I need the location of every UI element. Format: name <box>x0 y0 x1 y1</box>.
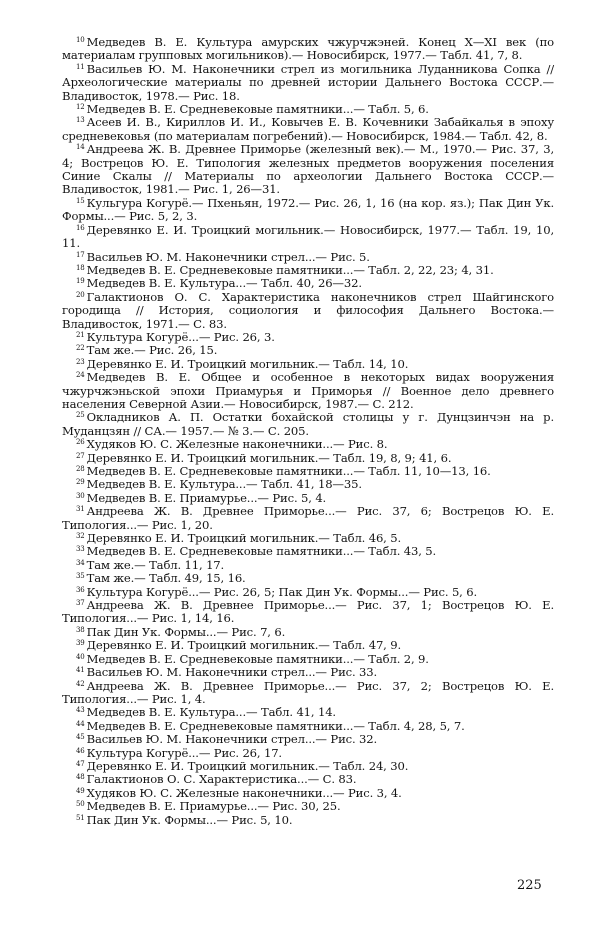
footnote-text: Андреева Ж. В. Древнее Приморье...— Рис. 37, 2; Вострецов Ю. Е. Типология...— Рис. 1, 4. <box>62 678 554 706</box>
footnote-number: 23 <box>76 357 85 366</box>
footnote-text: Медведев В. Е. Культура...— Табл. 40, 26—32. <box>86 276 362 291</box>
footnote <box>62 63 554 103</box>
footnote-number: 45 <box>76 733 85 742</box>
footnote <box>62 277 554 290</box>
footnote-number: 35 <box>76 572 85 581</box>
footnote-number: 33 <box>76 545 85 554</box>
footnote <box>62 478 554 491</box>
footnote-number: 24 <box>76 371 85 380</box>
footnote <box>62 344 554 357</box>
footnote-number: 10 <box>76 36 85 44</box>
footnote-text: Медведев В. Е. Средневековые памятники...— Табл. 5, 6. <box>86 102 429 117</box>
footnote-number: 37 <box>76 599 85 608</box>
footnote <box>62 653 554 666</box>
footnote <box>62 116 554 143</box>
footnote <box>62 143 554 197</box>
footnote-text: Медведев В. Е. Средневековые памятники...— Табл. 4, 28, 5, 7. <box>86 718 465 733</box>
footnote-number: 27 <box>76 451 85 460</box>
footnote-number: 12 <box>76 103 85 112</box>
footnote <box>62 733 554 746</box>
footnote-text: Худяков Ю. С. Железные наконечники...— Рис. 8. <box>86 437 388 452</box>
footnote-text: Деревянко Е. И. Троицкий могильник.— Табл. 46, 5. <box>86 531 402 546</box>
footnote <box>62 787 554 800</box>
footnote <box>62 760 554 773</box>
footnote-text: Культура Когурё...— Рис. 26, 17. <box>86 745 282 760</box>
footnote <box>62 505 554 532</box>
page-number: 225 <box>517 878 542 893</box>
footnote-text: Пак Дин Ук. Формы...— Рис. 5, 10. <box>86 812 293 827</box>
footnote-text: Галактионов О. С. Характеристика...— С. 83. <box>86 772 357 787</box>
footnote-number: 48 <box>76 773 85 782</box>
footnote-number: 26 <box>76 438 85 447</box>
footnote <box>62 599 554 626</box>
footnote-text: Окладников А. П. Остатки бохайской столицы у г. Дунцзинчэн на р. Муданцзян // СА.— 1957.— № 3.— С. 205. <box>62 410 554 438</box>
footnote <box>62 411 554 438</box>
footnote-number: 46 <box>76 746 85 755</box>
footnote <box>62 814 554 827</box>
footnote <box>62 197 554 224</box>
footnote <box>62 680 554 707</box>
footnote-number: 39 <box>76 639 85 648</box>
footnote <box>62 626 554 639</box>
footnote-number: 51 <box>76 813 85 822</box>
footnote-text: Васильев Ю. М. Наконечники стрел...— Рис. 32. <box>86 732 378 747</box>
footnote-number: 22 <box>76 344 85 353</box>
footnote-number: 43 <box>76 706 85 715</box>
footnote <box>62 532 554 545</box>
footnote-number: 15 <box>76 196 85 205</box>
footnote <box>62 747 554 760</box>
footnote-number: 30 <box>76 491 85 500</box>
footnote-text: Медведев В. Е. Культура амурских чжурчжэней. Конец X—XI век (по материалам групповых могильников).— Новосибирск, 1977.— Табл. 41, 7, 8. <box>62 35 554 63</box>
footnote-text: Асеев И. В., Кириллов И. И., Ковычев Е. В. Кочевники Забайкалья в эпоху средневековья (по материалам погребений).— Новосибирск, 1984.— Табл. 42, 8. <box>62 115 554 143</box>
footnote <box>62 572 554 585</box>
footnote <box>62 251 554 264</box>
footnote-text: Деревянко Е. И. Троицкий могильник.— Табл. 14, 10. <box>86 356 409 371</box>
footnote-number: 18 <box>76 263 85 272</box>
footnote <box>62 36 554 63</box>
footnote <box>62 224 554 251</box>
footnote-text: Медведев В. Е. Средневековые памятники...— Табл. 43, 5. <box>86 544 437 559</box>
footnote-number: 13 <box>76 116 85 125</box>
footnote-text: Там же.— Табл. 49, 15, 16. <box>86 571 246 586</box>
footnote-number: 40 <box>76 652 85 661</box>
footnote-text: Медведев В. Е. Средневековые памятники...— Табл. 2, 9. <box>86 651 429 666</box>
footnote-text: Васильев Ю. М. Наконечники стрел...— Рис. 5. <box>86 249 370 264</box>
footnote <box>62 438 554 451</box>
footnote-number: 44 <box>76 719 85 728</box>
footnote-text: Медведев В. Е. Культура...— Табл. 41, 18—35. <box>86 477 362 492</box>
footnote-text: Андреева Ж. В. Древнее Приморье...— Рис. 37, 6; Вострецов Ю. Е. Типология...— Рис. 1, 20. <box>62 504 554 532</box>
footnote-number: 28 <box>76 465 85 473</box>
footnote-number: 17 <box>76 250 85 259</box>
footnote-text: Культура Когурё...— Рис. 26, 3. <box>86 329 275 344</box>
footnote <box>62 586 554 599</box>
footnote-text: Медведев В. Е. Общее и особенное в некоторых видах вооружения чжурчжэньской эпохи Приамурья и Приморья // Военное дело древнего населения Северной Азии.— Новосибирск, 1987.— С. 212. <box>62 370 554 411</box>
footnote-number: 21 <box>76 330 85 339</box>
footnote <box>62 559 554 572</box>
footnote-number: 16 <box>76 223 85 232</box>
footnote <box>62 452 554 465</box>
footnote-number: 41 <box>76 666 85 675</box>
footnote-number: 50 <box>76 800 85 809</box>
footnote-text: Там же.— Рис. 26, 15. <box>86 343 218 358</box>
footnote-number: 31 <box>76 505 85 514</box>
footnote-text: Медведев В. Е. Культура...— Табл. 41, 14. <box>86 705 336 720</box>
footnote-text: Медведев В. Е. Средневековые памятники...— Табл. 2, 22, 23; 4, 31. <box>86 262 494 277</box>
footnote-text: Деревянко Е. И. Троицкий могильник.— Табл. 24, 30. <box>86 758 409 773</box>
footnote-number: 20 <box>76 290 85 299</box>
footnote <box>62 492 554 505</box>
footnote <box>62 706 554 719</box>
footnote-number: 14 <box>76 143 85 152</box>
footnote-number: 25 <box>76 411 85 420</box>
footnote-text: Деревянко Е. И. Троицкий могильник.— Табл. 19, 8, 9; 41, 6. <box>86 450 452 465</box>
footnote-text: Худяков Ю. С. Железные наконечники...— Рис. 3, 4. <box>86 785 402 800</box>
footnote <box>62 465 554 478</box>
footnote <box>62 358 554 371</box>
footnote-text: Пак Дин Ук. Формы...— Рис. 7, 6. <box>86 624 286 639</box>
footnote-number: 38 <box>76 625 85 634</box>
footnote-text: Медведев В. Е. Приамурье...— Рис. 30, 25. <box>86 799 341 814</box>
footnote-text: Андреева Ж. В. Древнее Приморье...— Рис. 37, 1; Вострецов Ю. Е. Типология...— Рис. 1, 14, 16. <box>62 598 554 626</box>
footnote <box>62 331 554 344</box>
footnote-number: 47 <box>76 759 85 768</box>
footnote <box>62 545 554 558</box>
footnote <box>62 103 554 116</box>
footnote <box>62 639 554 652</box>
footnote-text: Кульгура Когурё.— Пхеньян, 1972.— Рис. 26, 1, 16 (на кор. яз.); Пак Дин Ук. Формы...— Рис. 5, 2, 3. <box>62 195 554 224</box>
footnote-text: Васильев Ю. М. Наконечники стрел...— Рис. 33. <box>86 665 378 680</box>
footnote-number: 29 <box>76 478 85 487</box>
footnote-number: 19 <box>76 277 85 286</box>
footnote <box>62 666 554 679</box>
footnote-text: Медведев В. Е. Средневековые памятники...— Табл. 11, 10—13, 16. <box>86 464 491 478</box>
footnote <box>62 291 554 331</box>
footnote <box>62 371 554 411</box>
footnote-text: Андреева Ж. В. Древнее Приморье (железный век).— М., 1970.— Рис. 37, 3, 4; Вострецов Ю. Е. Типология железных предметов вооружения поселения Синие Скалы // Материалы по археологии Дальнего Востока СССР.— Владивосток, 1981.— Рис. 1, 26—31. <box>62 142 554 197</box>
footnote <box>62 720 554 733</box>
footnote-text: Культура Когурё...— Рис. 26, 5; Пак Дин Ук. Формы...— Рис. 5, 6. <box>86 584 478 599</box>
footnote-number: 49 <box>76 786 85 795</box>
footnote-text: Галактионов О. С. Характеристика наконечников стрел Шайгинского городища // История, социология и философия Дальнего Востока.— Владивосток, 1971.— С. 83. <box>62 289 554 331</box>
footnote-text: Медведев В. Е. Приамурье...— Рис. 5, 4. <box>86 490 327 505</box>
footnote <box>62 773 554 786</box>
footnote-text: Васильев Ю. М. Наконечники стрел из могильника Луданникова Сопка // Археологические материалы по древней истории Дальнего Востока СССР.— Владивосток, 1978.— Рис. 18. <box>62 61 554 103</box>
footnote-text: Деревянко Е. И. Троицкий могильник.— Табл. 47, 9. <box>86 638 402 653</box>
footnote-text: Там же.— Табл. 11, 17. <box>86 557 225 572</box>
footnote-number: 34 <box>76 558 85 567</box>
footnote-number: 32 <box>76 532 85 541</box>
footnote <box>62 800 554 813</box>
footnote <box>62 264 554 277</box>
footnote-number: 36 <box>76 585 85 594</box>
footnote-text: Деревянко Е. И. Троицкий могильник.— Новосибирск, 1977.— Табл. 19, 10, 11. <box>62 222 554 251</box>
footnote-number: 11 <box>76 62 85 71</box>
footnotes-list <box>62 36 554 827</box>
footnote-number: 42 <box>76 679 85 688</box>
